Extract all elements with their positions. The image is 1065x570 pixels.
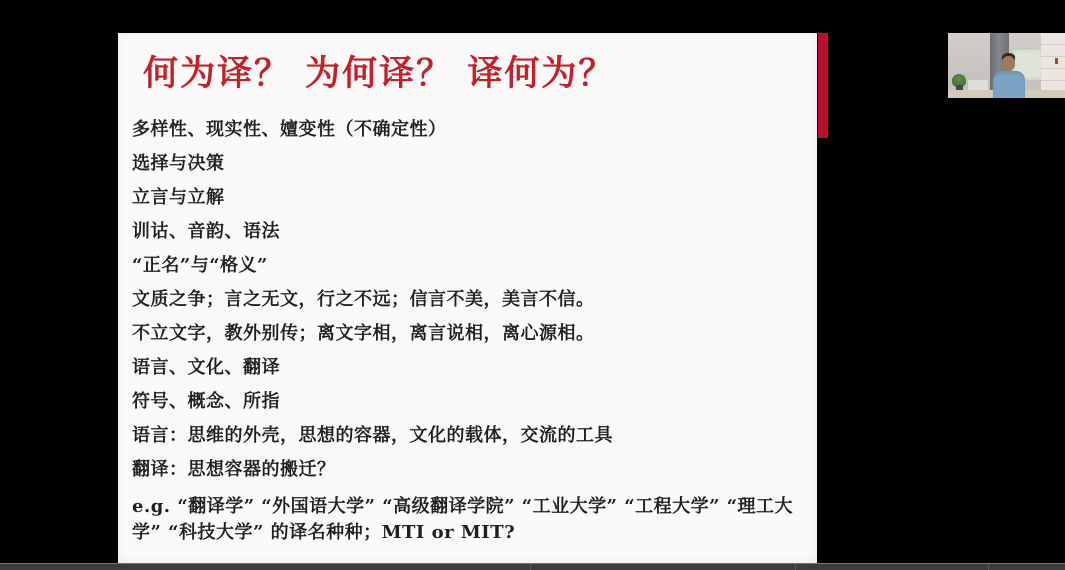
slide-text-line: 语言：思维的外壳，思想的容器，文化的载体，交流的工具 <box>132 425 613 446</box>
slide-text-line: 不立文字，教外别传；离文字相，离言说相，离心源相。 <box>132 323 595 344</box>
slide-text-line: “正名”与“格义” <box>132 255 268 276</box>
slide-text-line: 语言、文化、翻译 <box>132 357 280 378</box>
progress-bar-segment <box>988 564 989 570</box>
slide-text-line: 立言与立解 <box>132 187 225 208</box>
player-progress-bar[interactable] <box>0 563 1065 570</box>
webcam-printer <box>968 80 988 90</box>
slide-text-line: 选择与决策 <box>132 153 225 174</box>
slide-text-line: 翻译：思想容器的搬迁？ <box>132 459 336 480</box>
slide-accent-bar <box>818 33 828 138</box>
slide-text-line: 训诂、音韵、语法 <box>132 221 280 242</box>
presenter-body <box>993 71 1025 98</box>
slide-text-line: 多样性、现实性、嬗变性（不确定性） <box>132 119 447 140</box>
presentation-slide <box>118 33 817 563</box>
presenter-webcam-video[interactable] <box>948 33 1065 98</box>
slide-text-line: 符号、概念、所指 <box>132 391 280 412</box>
webcam-shelf-item <box>1055 58 1058 64</box>
slide-title: 何为译？ 为何译？ 译何为？ <box>143 54 616 94</box>
slide-text-line: e.g. “翻译学” “外国语大学” “高级翻译学院” “工业大学” “工程大学” “理工大学” “科技大学” 的译名种种；MTI or MIT? <box>132 496 794 543</box>
progress-bar-segment <box>795 564 796 570</box>
webcam-shelf <box>1041 33 1065 90</box>
slide-text-line: 文质之争；言之无文，行之不远；信言不美，美言不信。 <box>132 289 595 310</box>
slide-body <box>132 120 808 546</box>
progress-bar-segment <box>530 564 531 570</box>
presenter-head <box>1002 56 1015 71</box>
